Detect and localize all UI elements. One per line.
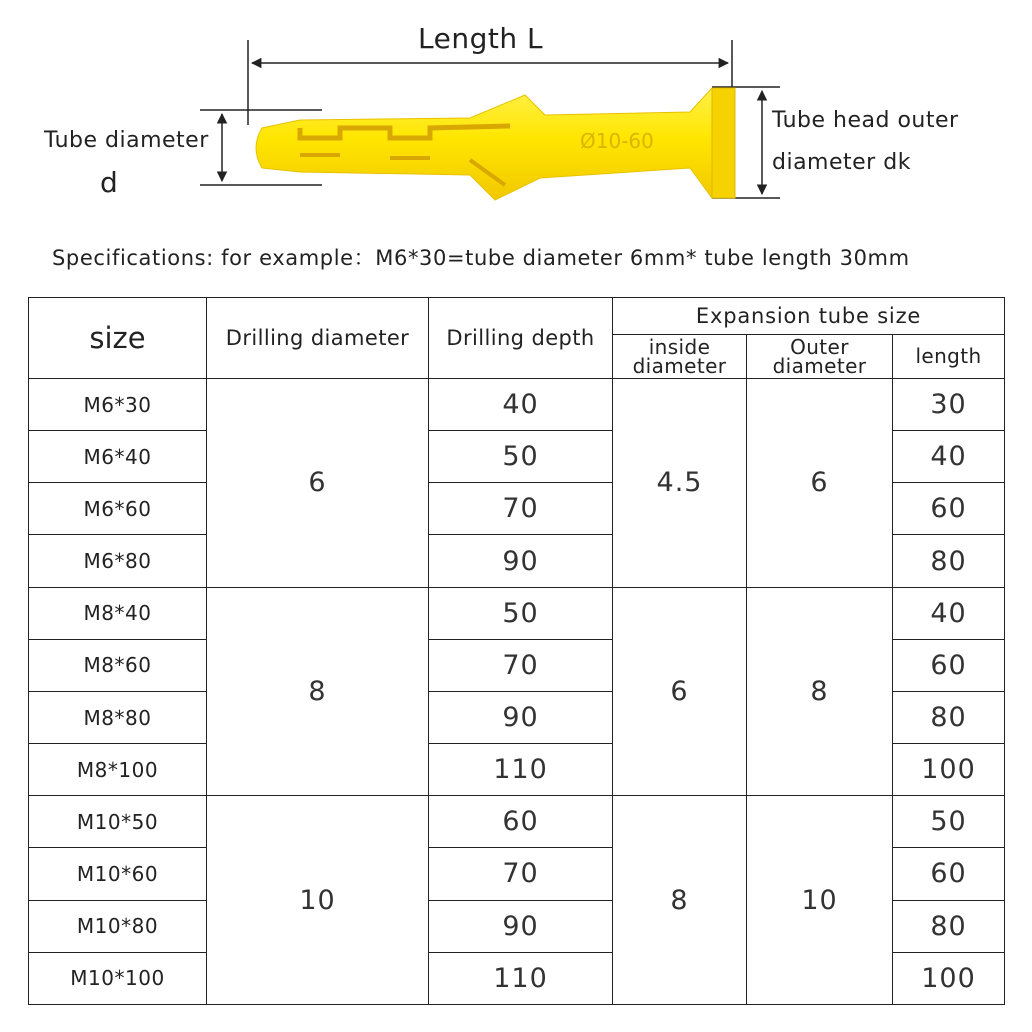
spec-table	[28, 297, 1005, 1005]
inside-diameter-cell: 8	[613, 796, 747, 1005]
size-cell: M10*50	[29, 796, 207, 848]
length-cell: 40	[893, 431, 1005, 483]
table-row	[29, 796, 1005, 848]
length-label: Length L	[418, 22, 544, 55]
drilling-depth-cell: 90	[429, 691, 613, 743]
header-length: length	[893, 335, 1005, 379]
outer-diameter-cell: 6	[747, 379, 893, 588]
outer-diameter-cell: 8	[747, 587, 893, 796]
length-cell: 100	[893, 744, 1005, 796]
size-cell: M8*40	[29, 587, 207, 639]
length-cell: 60	[893, 639, 1005, 691]
length-cell: 100	[893, 952, 1005, 1004]
header-drilling-diameter: Drilling diameter	[207, 298, 429, 379]
drilling-depth-cell: 40	[429, 379, 613, 431]
drilling-depth-cell: 90	[429, 900, 613, 952]
drilling-depth-cell: 90	[429, 535, 613, 587]
header-drilling-depth: Drilling depth	[429, 298, 613, 379]
inside-diameter-cell: 6	[613, 587, 747, 796]
length-cell: 80	[893, 691, 1005, 743]
length-cell: 60	[893, 483, 1005, 535]
drilling-depth-cell: 70	[429, 483, 613, 535]
tube-diameter-symbol: d	[100, 166, 119, 199]
header-outer-diameter-line1: Outer	[790, 334, 849, 359]
length-cell: 80	[893, 900, 1005, 952]
size-cell: M10*100	[29, 952, 207, 1004]
size-cell: M6*80	[29, 535, 207, 587]
length-cell: 60	[893, 848, 1005, 900]
drilling-diameter-cell: 10	[207, 796, 429, 1005]
length-cell: 80	[893, 535, 1005, 587]
outer-diameter-cell: 10	[747, 796, 893, 1005]
header-outer-diameter	[747, 335, 893, 379]
inside-diameter-cell: 4.5	[613, 379, 747, 588]
table-row	[29, 587, 1005, 639]
header-size: size	[29, 298, 207, 379]
size-cell: M6*30	[29, 379, 207, 431]
drilling-depth-cell: 110	[429, 952, 613, 1004]
header-inside-diameter	[613, 335, 747, 379]
length-cell: 50	[893, 796, 1005, 848]
head-diameter-label-line2: diameter dk	[772, 150, 911, 175]
table-row	[29, 379, 1005, 431]
drilling-diameter-cell: 8	[207, 587, 429, 796]
header-outer-diameter-line2: diameter	[772, 353, 867, 378]
size-cell: M8*100	[29, 744, 207, 796]
drilling-depth-cell: 70	[429, 639, 613, 691]
plug-body	[256, 88, 735, 200]
plug-diagram	[0, 0, 1032, 232]
drilling-depth-cell: 50	[429, 431, 613, 483]
header-expansion-tube-size: Expansion tube size	[613, 298, 1005, 335]
size-cell: M6*60	[29, 483, 207, 535]
length-cell: 40	[893, 587, 1005, 639]
size-cell: M6*40	[29, 431, 207, 483]
head-diameter-label-line1: Tube head outer	[772, 108, 959, 133]
size-cell: M8*80	[29, 691, 207, 743]
drilling-depth-cell: 60	[429, 796, 613, 848]
drilling-diameter-cell: 6	[207, 379, 429, 588]
drilling-depth-cell: 110	[429, 744, 613, 796]
size-cell: M10*80	[29, 900, 207, 952]
header-inside-diameter-line2: diameter	[632, 353, 727, 378]
header-inside-diameter-line1: inside	[648, 334, 711, 359]
drilling-depth-cell: 50	[429, 587, 613, 639]
plug-marking: Ø10-60	[580, 129, 654, 153]
size-cell: M10*60	[29, 848, 207, 900]
specification-text: Specifications: for example：M6*30=tube diameter 6mm* tube length 30mm	[52, 246, 910, 270]
tube-diameter-label: Tube diameter	[44, 128, 209, 153]
size-cell: M8*60	[29, 639, 207, 691]
drilling-depth-cell: 70	[429, 848, 613, 900]
length-cell: 30	[893, 379, 1005, 431]
